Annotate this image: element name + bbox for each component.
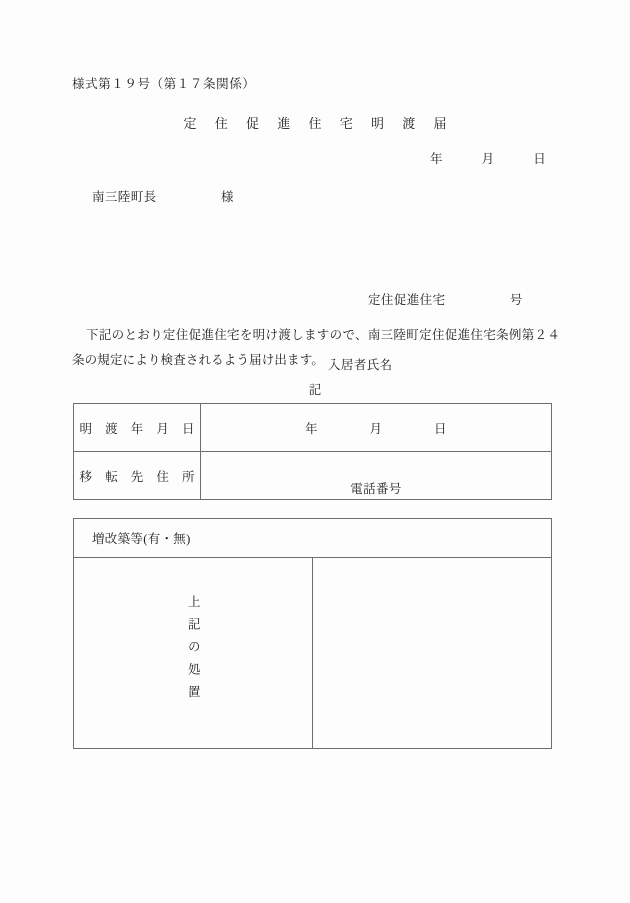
disposition-label-cell <box>74 558 313 749</box>
form-number-label: 様式第１９号（第１７条関係） <box>72 77 256 91</box>
renovation-header-label: 増改築等(有・無) <box>74 519 552 558</box>
vacate-date-value: 年 月 日 <box>305 421 447 436</box>
phone-number-label: 電話番号 <box>350 482 402 496</box>
vacate-date-value-cell[interactable] <box>201 404 552 452</box>
housing-number-line: 定住促進住宅 号 <box>368 292 523 307</box>
vacate-details-table <box>73 403 552 500</box>
table-row <box>74 558 552 749</box>
new-address-label: 移 転 先 住 所 <box>74 452 201 500</box>
resident-name-label: 入居者氏名 <box>328 358 393 373</box>
table-row <box>74 404 552 452</box>
addressee-line: 南三陸町長 様 <box>92 190 234 204</box>
new-address-value-cell[interactable] <box>201 452 552 500</box>
renovation-table <box>73 518 552 749</box>
table-row <box>74 519 552 558</box>
table-row <box>74 452 552 500</box>
kiji-marker: 記 <box>308 383 322 397</box>
body-paragraph: 下記のとおり定住促進住宅を明け渡しますので、南三陸町定住促進住宅条例第２４条の規定により検査されるよう届け出ます。 <box>72 328 560 367</box>
page-title: 定 住 促 進 住 宅 明 渡 届 <box>183 116 454 131</box>
date-line: 年 月 日 <box>430 152 547 166</box>
disposition-free-area[interactable] <box>313 558 552 749</box>
vacate-date-label: 明 渡 年 月 日 <box>74 404 201 452</box>
disposition-label: 上記の処置 <box>186 594 201 708</box>
